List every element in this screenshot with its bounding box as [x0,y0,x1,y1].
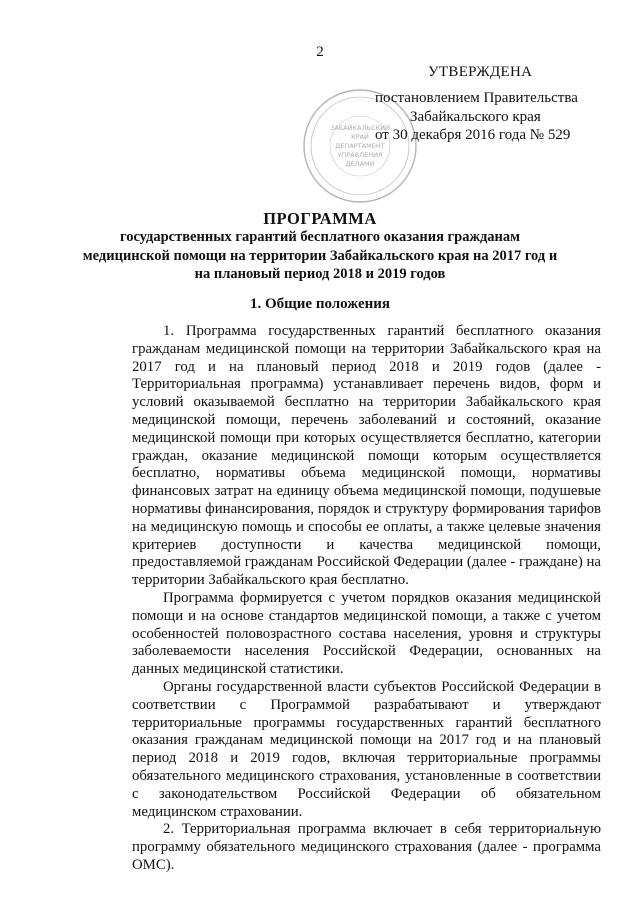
document-subtitle-line: на плановый период 2018 и 2019 годов [194,266,446,282]
stamp-line: КРАЙ [351,133,369,141]
body-text [132,323,601,875]
stamp-line: УПРАВЛЕНИЯ [337,151,383,159]
paragraph: Программа формируется с учетом порядков оказания медицинской помощи и на основе стандартов медицинской помощи, а также с учетом особенностей половозрастного состава населения, уровня и структуры заболеваемости населения Российской Федерации, основанных на данных медицинской статистики. [132,589,601,678]
approval-line: Забайкальского края [410,109,541,125]
stamp-line: ЗАБАЙКАЛЬСКИЙ [330,124,390,132]
paragraph: Органы государственной власти субъектов Российской Федерации в соответствии с Программой разрабатывают и утверждают территориальные программы государственных гарантий бесплатного оказания гражданам медицинской помощи на 2017 год и на плановый период 2018 и 2019 годов, включая территориальные программы обязательного медицинского страхования, установленные в соответствии с законодательством Российской Федерации об обязательном медицинском страховании. [132,678,601,820]
approval-line: от 30 декабря 2016 года № 529 [375,127,571,143]
paragraph: 1. Программа государственных гарантий бесплатного оказания гражданам медицинской помощи на территории Забайкальского края на 2017 год и на плановый период 2018 и 2019 годов (далее - Территориальная программа) устанавливает перечень видов, форм и условий оказываемой бесплатно на территории Забайкальского края медицинской помощи, перечень заболеваний и состояний, оказание медицинской помощи при которых осуществляется бесплатно, категории граждан, оказание медицинской помощи которым осуществляется бесплатно, нормативы объема медицинской помощи, нормативы финансовых затрат на единицу объема медицинской помощи, подушевые нормативы финансирования, порядок и структуру формирования тарифов на медицинскую помощь и способы ее оплаты, а также целевые значения критериев доступности и качества медицинской помощи, предоставляемой гражданам Российской Федерации (далее - граждане) на территории Забайкальского края бесплатно. [132,323,601,589]
document-subtitle-line: государственных гарантий бесплатного оказания гражданам [119,229,521,245]
stamp-line: ДЕЛАМИ [345,160,375,168]
page-number: 2 [316,44,324,60]
document-title: ПРОГРАММА [263,209,377,228]
section-heading: 1. Общие положения [249,296,391,312]
approval-title: УТВЕРЖДЕНА [428,64,533,80]
approval-line: постановлением Правительства [375,90,578,106]
paragraph: 2. Территориальная программа включает в себя территориальную программу обязательного медицинского страхования (далее - программа ОМС). [132,821,601,873]
document-subtitle-line: медицинской помощи на территории Забайкальского края на 2017 год и [82,248,558,264]
stamp-line: ДЕПАРТАМЕНТ [335,142,385,150]
